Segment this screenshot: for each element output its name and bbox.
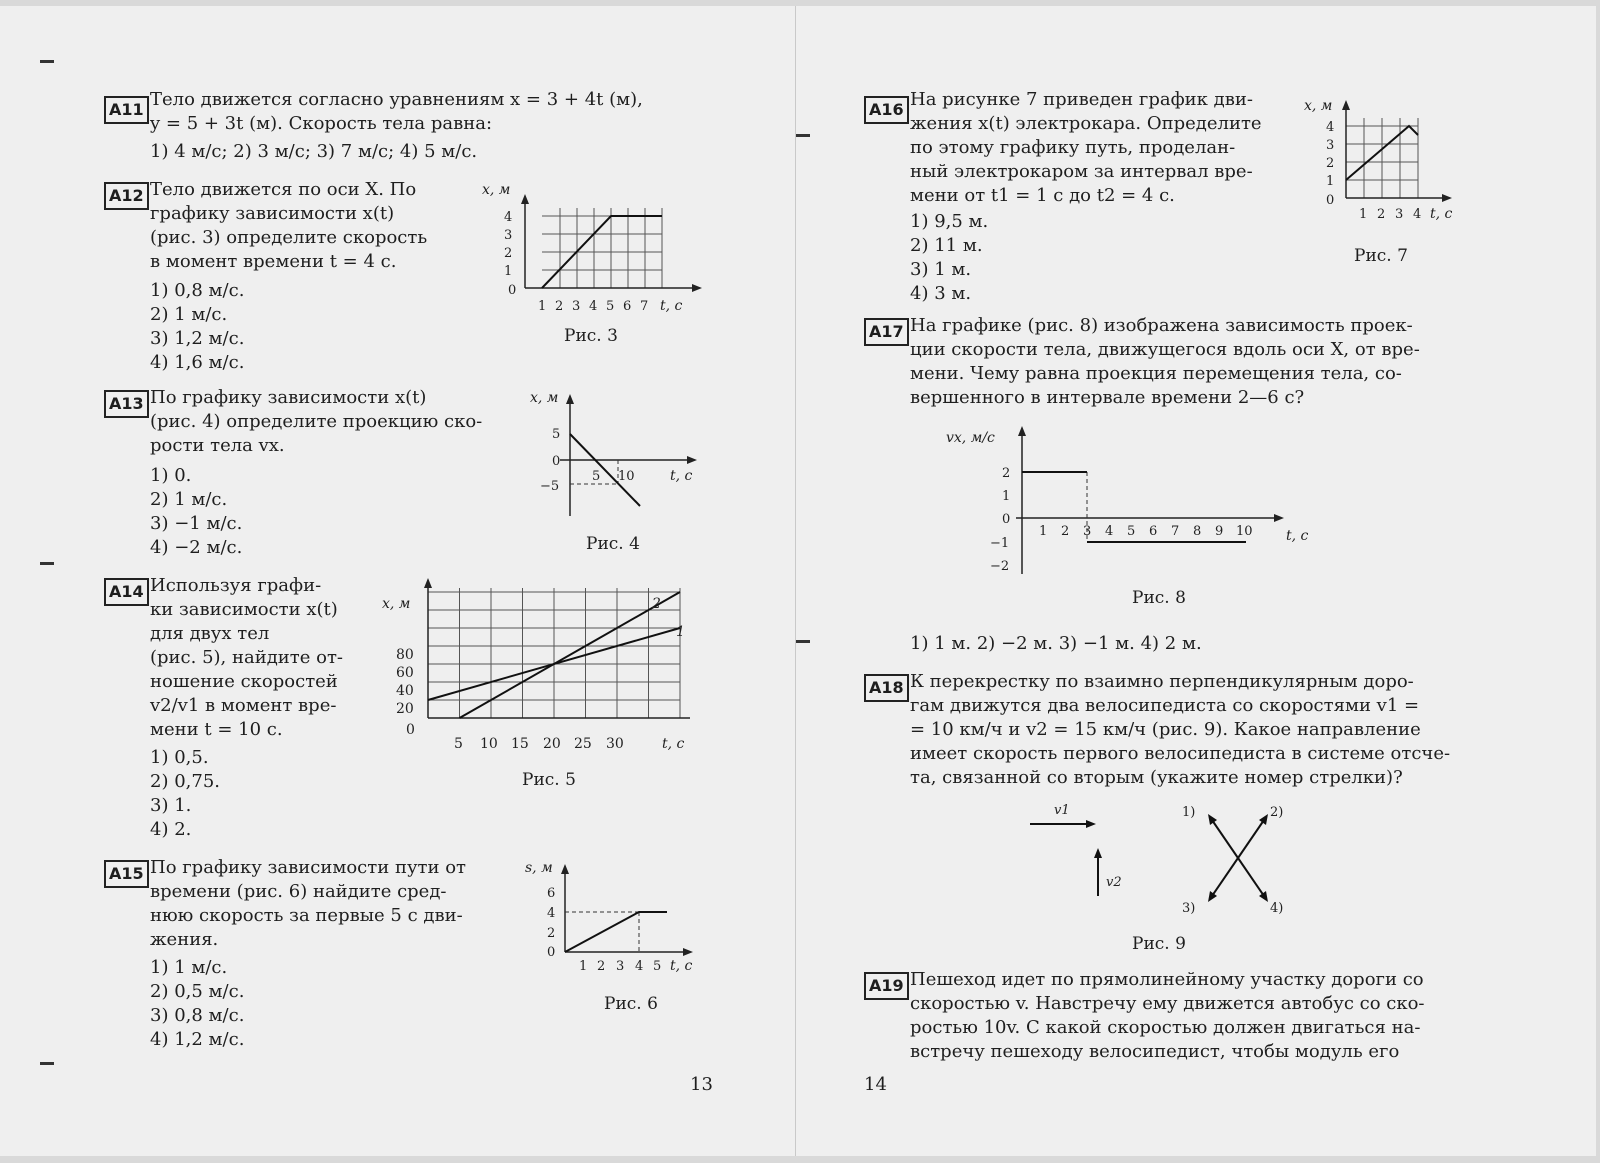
y-tick: 3 (504, 228, 513, 243)
x-tick: 25 (574, 736, 592, 752)
margin-mark (40, 1062, 54, 1065)
question-text-line: ки зависимости x(t) (150, 599, 338, 620)
question-text-line: На графике (рис. 8) изображена зависимость проек- (910, 315, 1413, 336)
question-text-line: мени. Чему равна проекция перемещения тела, со- (910, 363, 1402, 384)
y-tick: 0 (1002, 512, 1011, 527)
series-line-2 (460, 592, 681, 718)
question-text-line: Используя графи- (150, 575, 322, 596)
answer-option: 2) 1 м/с. (150, 304, 228, 325)
x-tick: 5 (454, 736, 463, 752)
answer-option: 3) 1. (150, 795, 192, 816)
question-text-line: ции скорости тела, движущегося вдоль оси X, от вре- (910, 339, 1420, 360)
question-text-line: v2/v1 в момент вре- (150, 695, 337, 716)
y-tick: 4 (547, 906, 556, 921)
y-axis-arrow (521, 194, 529, 204)
figure-5-chart (380, 574, 700, 764)
y-axis-label: x, м (382, 596, 411, 612)
x-tick: 2 (555, 299, 564, 314)
y-tick: 40 (396, 683, 414, 699)
answer-option: 2) 0,75. (150, 771, 220, 792)
question-text-line: для двух тел (150, 623, 270, 644)
question-text-line: y = 5 + 3t (м). Скорость тела равна: (150, 113, 493, 134)
arrow-1-head (1208, 814, 1217, 825)
y-tick: 80 (396, 647, 414, 663)
question-text-line: По графику зависимости пути от (150, 857, 467, 878)
question-text-line: мени t = 10 с. (150, 719, 283, 740)
x-tick: 2 (597, 959, 606, 974)
question-a17 (864, 314, 1464, 424)
margin-mark (796, 640, 810, 643)
x-tick: 1 (1359, 207, 1368, 222)
question-text-line: та, связанной со вторым (укажите номер стрелки)? (910, 767, 1403, 788)
question-a13 (104, 386, 524, 566)
x-tick: 5 (606, 299, 615, 314)
x-tick: 1 (538, 299, 547, 314)
arrow-2 (1238, 820, 1264, 858)
answer-option: 1) 0. (150, 465, 192, 486)
x-tick: 3 (1395, 207, 1404, 222)
page-number: 13 (690, 1074, 713, 1095)
x-tick: 10 (480, 736, 498, 752)
x-tick: 4 (635, 959, 644, 974)
figure-8-chart (946, 418, 1336, 588)
y-tick: 4 (1326, 120, 1335, 135)
x-axis-arrow (1442, 194, 1452, 202)
y-axis-label: x, м (482, 182, 511, 198)
y-tick: 5 (552, 427, 561, 442)
y-axis-arrow (424, 578, 432, 588)
figure-6-chart (525, 856, 725, 986)
y-tick: 0 (1326, 193, 1335, 208)
question-text-line: (рис. 4) определите проекцию ско- (150, 411, 483, 432)
x-axis-label: t, с (662, 736, 685, 752)
answer-option: 3) 0,8 м/с. (150, 1005, 245, 1026)
x-tick: 7 (1171, 524, 1180, 539)
question-number: A17 (864, 318, 909, 346)
margin-mark (40, 562, 54, 565)
question-number: A13 (104, 390, 149, 418)
figure-caption: Рис. 6 (604, 994, 658, 1014)
x-tick: 2 (1061, 524, 1070, 539)
x-axis-arrow (1274, 514, 1284, 522)
answer-option: 4) 3 м. (910, 283, 972, 304)
question-a18 (864, 670, 1464, 800)
arrow-label: 2) (1270, 805, 1284, 820)
question-number: A18 (864, 674, 909, 702)
question-number: A11 (104, 96, 149, 124)
x-axis-label: t, с (1430, 206, 1453, 222)
arrow-label: 1) (1182, 805, 1196, 820)
question-text-line: времени (рис. 6) найдите сред- (150, 881, 447, 902)
answer-option: 2) 0,5 м/с. (150, 981, 245, 1002)
question-text-line: (рис. 5), найдите от- (150, 647, 343, 668)
question-text-line: вершенного в интервале времени 2—6 с? (910, 387, 1305, 408)
x-axis-label: t, с (670, 958, 693, 974)
y-tick: 60 (396, 665, 414, 681)
y-tick: 2 (547, 926, 556, 941)
question-text-line: = 10 км/ч и v2 = 15 км/ч (рис. 9). Какое направление (910, 719, 1421, 740)
y-tick: 4 (504, 210, 513, 225)
answer-option: 1) 1 м/с. (150, 957, 228, 978)
question-text-line: нюю скорость за первые 5 с дви- (150, 905, 463, 926)
figure-9-diagram (1026, 794, 1326, 934)
answer-option: 3) 1 м. (910, 259, 972, 280)
x-axis-label: t, с (1286, 528, 1309, 544)
question-text-line: по этому графику путь, проделан- (910, 137, 1236, 158)
figure-caption: Рис. 5 (522, 770, 576, 790)
arrow-label: 3) (1182, 901, 1196, 916)
answer-option: 4) −2 м/с. (150, 537, 243, 558)
x-tick: 15 (511, 736, 529, 752)
page-number: 14 (864, 1074, 887, 1095)
answer-option: 2) 11 м. (910, 235, 983, 256)
answer-option: 3) 1,2 м/с. (150, 328, 245, 349)
x-tick: 10 (618, 469, 635, 484)
question-number: A15 (104, 860, 149, 888)
figure-3-chart (470, 178, 710, 328)
x-tick: 5 (1127, 524, 1136, 539)
page-left (0, 6, 796, 1156)
figure-7-chart (1296, 92, 1476, 232)
question-a14 (104, 574, 374, 854)
question-text-line: жения. (150, 929, 219, 950)
y-tick: 2 (504, 246, 513, 261)
answer-option: 4) 1,2 м/с. (150, 1029, 245, 1050)
question-text-line: Тело движется по оси X. По (150, 179, 417, 200)
y-tick: 6 (547, 886, 556, 901)
y-tick: −2 (990, 559, 1010, 574)
margin-mark (796, 134, 810, 137)
x-tick: 30 (606, 736, 624, 752)
question-text-line: (рис. 3) определите скорость (150, 227, 428, 248)
arrow-4 (1238, 858, 1264, 896)
figure-caption: Рис. 7 (1354, 246, 1408, 266)
page-right (796, 6, 1596, 1156)
x-tick: 3 (616, 959, 625, 974)
question-text-line: По графику зависимости x(t) (150, 387, 427, 408)
grid (428, 588, 680, 718)
y-tick: 0 (406, 722, 415, 738)
y-axis-arrow (566, 394, 574, 404)
question-text-line: мени от t1 = 1 с до t2 = 4 с. (910, 185, 1175, 206)
x-tick: 5 (592, 469, 601, 484)
question-text-line: ростью 10v. С какой скоростью должен двигаться на- (910, 1017, 1421, 1038)
line-label: 2 (652, 596, 661, 612)
x-axis-label: t, с (660, 298, 683, 314)
grid (542, 208, 662, 288)
question-text-line: имеет скорость первого велосипедиста в системе отсче- (910, 743, 1451, 764)
y-tick: 3 (1326, 138, 1335, 153)
figure-caption: Рис. 3 (564, 326, 618, 346)
y-tick: 20 (396, 701, 414, 717)
x-tick: 2 (1377, 207, 1386, 222)
arrow-4-head (1259, 891, 1268, 902)
y-axis-label: x, м (530, 390, 559, 406)
arrow-v1-head (1086, 820, 1096, 828)
line-label: 1 (676, 624, 685, 640)
figure-caption: Рис. 4 (586, 534, 640, 554)
arrow-label: 4) (1270, 901, 1284, 916)
question-a15 (104, 856, 524, 1056)
question-text-line: гам движутся два велосипедиста со скоростями v1 = (910, 695, 1420, 716)
x-tick: 10 (1236, 524, 1253, 539)
x-axis-arrow (687, 456, 697, 464)
x-axis-arrow (683, 948, 693, 956)
arrow-3 (1212, 858, 1238, 896)
question-text-line: встречу пешеходу велосипедист, чтобы модуль его (910, 1041, 1400, 1062)
x-tick: 6 (623, 299, 632, 314)
y-tick: 0 (508, 283, 517, 298)
y-tick: 1 (1326, 174, 1335, 189)
x-axis-label: t, с (670, 468, 693, 484)
y-axis-label: vx, м/с (946, 430, 995, 446)
y-axis-label: x, м (1304, 98, 1333, 114)
arrow-2-head (1259, 814, 1268, 825)
figure-caption: Рис. 9 (1132, 934, 1186, 954)
x-tick: 4 (1105, 524, 1114, 539)
answer-option: 3) −1 м/с. (150, 513, 243, 534)
x-tick: 4 (1413, 207, 1422, 222)
y-tick: −5 (540, 479, 560, 494)
answer-option: 1) 0,5. (150, 747, 209, 768)
x-tick: 3 (1083, 524, 1092, 539)
y-tick: 0 (547, 945, 556, 960)
x-tick: 7 (640, 299, 649, 314)
question-number: A16 (864, 96, 909, 124)
x-tick: 1 (579, 959, 588, 974)
question-text-line: скоростью v. Навстречу ему движется автобус со ско- (910, 993, 1425, 1014)
y-tick: 1 (504, 264, 513, 279)
arrow-1 (1212, 820, 1238, 858)
question-a19 (864, 968, 1464, 1068)
question-text-line: Пешеход идет по прямолинейному участку дороги со (910, 969, 1424, 990)
y-axis-label: s, м (525, 860, 553, 876)
y-tick: 2 (1002, 466, 1011, 481)
answer-options: 1) 1 м. 2) −2 м. 3) −1 м. 4) 2 м. (910, 633, 1202, 654)
arrow-v2-head (1094, 848, 1102, 858)
answer-option: 1) 0,8 м/с. (150, 280, 245, 301)
arrow-3-head (1208, 891, 1217, 902)
series-line-s-of-t (565, 912, 667, 952)
question-text-line: графику зависимости x(t) (150, 203, 395, 224)
x-tick: 20 (543, 736, 561, 752)
question-number: A19 (864, 972, 909, 1000)
question-text-line: ный электрокаром за интервал вре- (910, 161, 1253, 182)
question-text-line: На рисунке 7 приведен график дви- (910, 89, 1253, 110)
figure-caption: Рис. 8 (1132, 588, 1186, 608)
question-number: A12 (104, 182, 149, 210)
answer-option: 4) 2. (150, 819, 192, 840)
x-tick: 6 (1149, 524, 1158, 539)
question-text-line: К перекрестку по взаимно перпендикулярным доро- (910, 671, 1414, 692)
x-tick: 4 (589, 299, 598, 314)
y-tick: −1 (990, 536, 1010, 551)
answer-option: 4) 1,6 м/с. (150, 352, 245, 373)
grid (1346, 118, 1418, 198)
question-text-line: ношение скоростей (150, 671, 338, 692)
margin-mark (40, 60, 54, 63)
x-tick: 3 (572, 299, 581, 314)
question-text-line: Тело движется согласно уравнениям x = 3 + 4t (м), (150, 89, 643, 110)
question-text-line: в момент времени t = 4 с. (150, 251, 397, 272)
question-a11 (104, 88, 704, 168)
x-tick: 9 (1215, 524, 1224, 539)
question-text-line: жения x(t) электрокара. Определите (910, 113, 1262, 134)
question-text-line: рости тела vx. (150, 435, 285, 456)
label-v1: v1 (1054, 803, 1070, 818)
y-tick: 2 (1326, 156, 1335, 171)
x-tick: 5 (653, 959, 662, 974)
x-tick: 1 (1039, 524, 1048, 539)
y-tick: 0 (552, 454, 561, 469)
x-axis-arrow (692, 284, 702, 292)
y-axis-arrow (561, 864, 569, 874)
figure-4-chart (530, 386, 720, 526)
answer-option: 2) 1 м/с. (150, 489, 228, 510)
answer-options: 1) 4 м/с; 2) 3 м/с; 3) 7 м/с; 4) 5 м/с. (150, 141, 478, 162)
answer-option: 1) 9,5 м. (910, 211, 989, 232)
x-tick: 8 (1193, 524, 1202, 539)
question-a16 (864, 88, 1304, 308)
label-v2: v2 (1106, 875, 1122, 890)
y-axis-arrow (1018, 426, 1026, 436)
y-tick: 1 (1002, 489, 1011, 504)
question-number: A14 (104, 578, 149, 606)
y-axis-arrow (1342, 100, 1350, 110)
